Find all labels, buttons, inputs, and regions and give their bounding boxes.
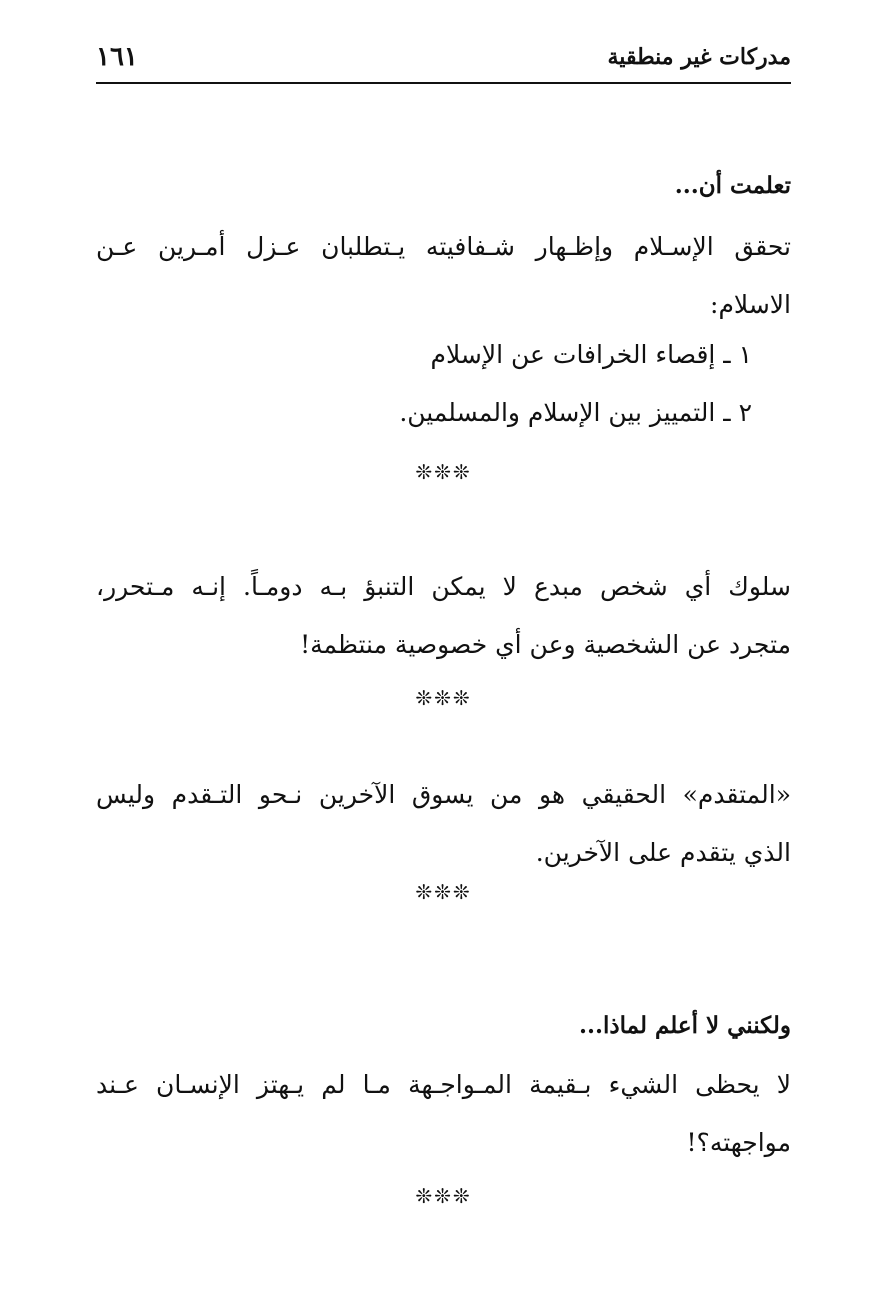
paragraph-creative-person	[96, 558, 791, 674]
section-separator: ❊❊❊	[415, 686, 472, 710]
paragraph-confrontation	[96, 1056, 791, 1172]
page-number: ١٦١	[96, 42, 138, 72]
paragraph-islam-transparency	[96, 218, 791, 334]
paragraph-line: لا يحظى الشيء بـقيمة المـواجـهة مـا لم يـهتز الإنسـان عـند	[96, 1070, 791, 1099]
paragraph-line: مواجهته؟!	[686, 1128, 791, 1157]
paragraph-line: متجرد عن الشخصية وعن أي خصوصية منتظمة!	[300, 630, 791, 659]
running-title: مدركات غير منطقية	[607, 44, 791, 70]
paragraph-line: تحقق الإسـلام وإظـهار شـفافيته يـتطلبان عـزل أمـرين عـن	[96, 232, 791, 261]
paragraph-true-progress	[96, 766, 791, 882]
paragraph-line: الاسلام:	[710, 290, 791, 319]
section-separator: ❊❊❊	[415, 1184, 472, 1208]
list-item-2: ٢ ـ التمييز بين الإسلام والمسلمين.	[399, 398, 752, 427]
paragraph-line: «المتقدم» الحقيقي هو من يسوق الآخرين نـحو التـقدم وليس	[96, 780, 791, 809]
section-separator: ❊❊❊	[415, 880, 472, 904]
paragraph-line: الذي يتقدم على الآخرين.	[535, 838, 791, 867]
section-separator: ❊❊❊	[415, 460, 472, 484]
page-header	[96, 40, 791, 84]
paragraph-line: سلوك أي شخص مبدع لا يمكن التنبؤ بـه دومـاً. إنـه مـتحرر،	[96, 572, 791, 601]
section-heading-why: ولكنني لا أعلم لماذا...	[578, 1012, 791, 1039]
section-heading-learned: تعلمت أن...	[674, 172, 791, 199]
list-item-1: ١ ـ إقصاء الخرافات عن الإسلام	[430, 340, 752, 369]
